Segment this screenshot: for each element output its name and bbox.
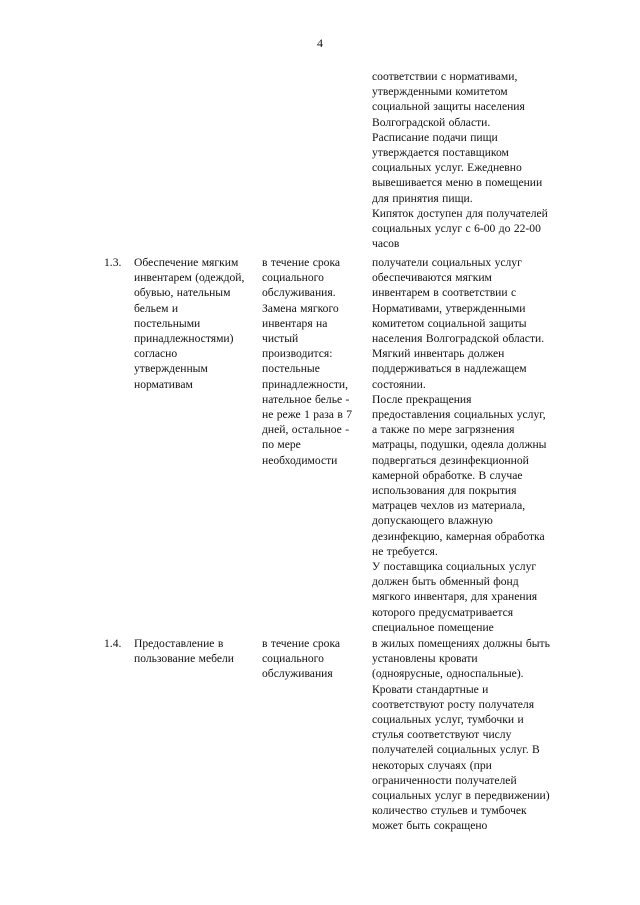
row-number: 1.3. bbox=[104, 256, 122, 269]
row-number: 1.4. bbox=[104, 637, 122, 650]
continuation-requirements-cell: соответствии с нормативами, утвержденными комитетом социальной защиты населения Волгоградской области. Расписание подачи пищи утверждается поставщиком социальных услуг. Ежедневно вывешивается меню в помещении для принятия пищи. Кипяток доступен для получателей социальных услуг с 6-00 до 22-00 часов bbox=[372, 70, 548, 251]
requirements-cell: получатели социальных услуг обеспечиваются мягким инвентарем в соответствии с Нормативами, утвержденными комитетом социальной защиты населения Волгоградской области. Мягкий инвентарь должен поддерживаться в надлежащем состоянии. После прекращения предоставления социальных услуг, а также по мере загрязнения матрацы, подушки, одеяла должны подвергаться дезинфекционной камерной обработке. В случае использования для покрытия матрацев чехлов из материала, допускающего влажную дезинфекцию, камерная обработка не требуется. У поставщика социальных услуг должен быть обменный фонд мягкого инвентаря, для хранения которого предусматривается специальное помещение bbox=[372, 256, 547, 634]
service-period-cell: в течение срока социального обслуживания bbox=[262, 637, 341, 681]
requirements-cell: в жилых помещениях должны быть установлены кровати (одноярусные, односпальные). Кровати стандартные и соответствуют росту получателя социальных услуг, тумбочки и стулья соответствуют числу получателей социальных услуг. В некоторых случаях (при ограниченности получателей социальных услуг в передвижении) количество стульев и тумбочек может быть сокращено bbox=[372, 637, 550, 833]
service-period-cell: в течение срока социального обслуживания. Замена мягкого инвентаря на чистый производится: постельные принадлежности, нательное белье - не реже 1 раза в 7 дней, остальное - по мере необходимости bbox=[262, 256, 353, 467]
page-number: 4 bbox=[317, 36, 323, 50]
service-name-cell: Обеспечение мягким инвентарем (одеждой, обувью, нательным бельем и постельными принадлежностями) согласно утвержденным нормативам bbox=[134, 256, 245, 391]
service-name-cell: Предоставление в пользование мебели bbox=[134, 637, 235, 666]
